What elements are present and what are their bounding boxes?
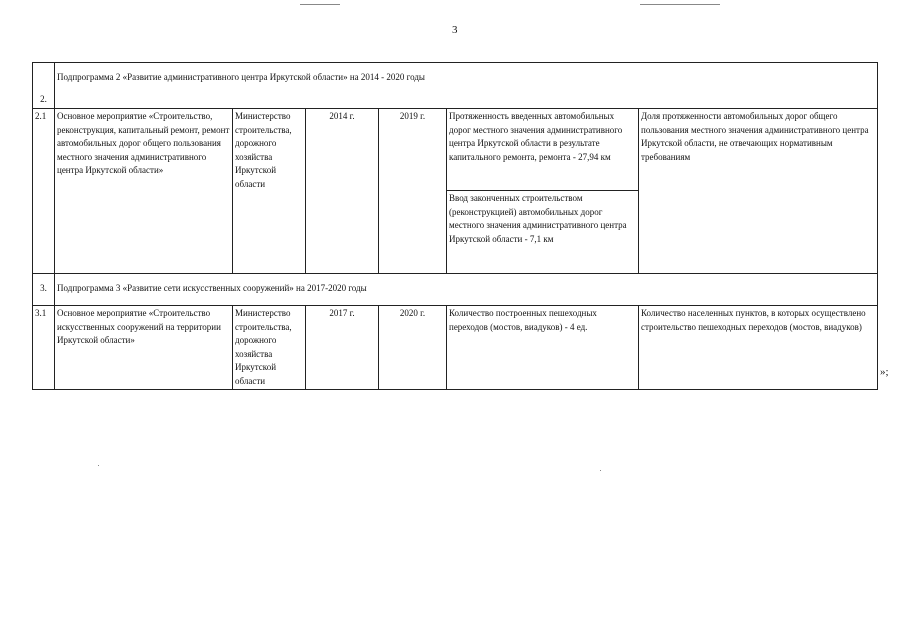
section-row-3 [33,274,878,306]
page-number: 3 [452,24,458,36]
section-row-2 [33,63,878,109]
program-table [32,62,878,390]
scan-speck [600,470,601,471]
end-year-cell: 2019 г. [379,109,447,274]
target-cell: Количество населенных пунктов, в которых осуществлено строительство пешеходных переходов (мостов, виадуков) [639,306,878,390]
start-year-cell: 2014 г. [306,109,379,274]
section-number: 2. [33,63,55,109]
indicator-1: Протяженность введенных автомобильных дорог местного значения административного центра Иркутской области в результате капитального ремонта, ремонта - 27,94 км [447,109,638,191]
start-year-cell: 2017 г. [306,306,379,390]
indicator-2: Ввод законченных строительством (реконструкцией) автомобильных дорог местного значения административного центра Иркутской области - 7,1 км [449,193,627,244]
closing-mark: »; [880,366,889,378]
table-row [33,109,878,274]
indicator-cell: Количество построенных пешеходных переходов (мостов, виадуков) - 4 ед. [447,306,639,390]
section-title: Подпрограмма 3 «Развитие сети искусственных сооружений» на 2017-2020 годы [55,274,878,306]
activity-cell: Основное мероприятие «Строительство, реконструкция, капитальный ремонт, ремонт автомобильных дорог общего пользования местного значения административного центра Иркутской области» [55,109,233,274]
scan-speck [640,4,720,5]
indicator-cell [447,109,639,274]
activity-cell: Основное мероприятие «Строительство искусственных сооружений на территории Иркутской области» [55,306,233,390]
end-year-cell: 2020 г. [379,306,447,390]
section-number: 3. [33,274,55,306]
target-cell: Доля протяженности автомобильных дорог общего пользования местного значения административного центра Иркутской области, не отвечающих нормативным требованиям [639,109,878,274]
row-number: 2.1 [33,109,55,274]
scan-speck [300,4,340,5]
executor-cell: Министерство строительства, дорожного хозяйства Иркутской области [233,109,306,274]
row-number: 3.1 [33,306,55,390]
section-title: Подпрограмма 2 «Развитие административного центра Иркутской области» на 2014 - 2020 годы [55,63,878,109]
executor-cell: Министерство строительства, дорожного хозяйства Иркутской области [233,306,306,390]
scan-speck [98,465,99,466]
table-row [33,306,878,390]
